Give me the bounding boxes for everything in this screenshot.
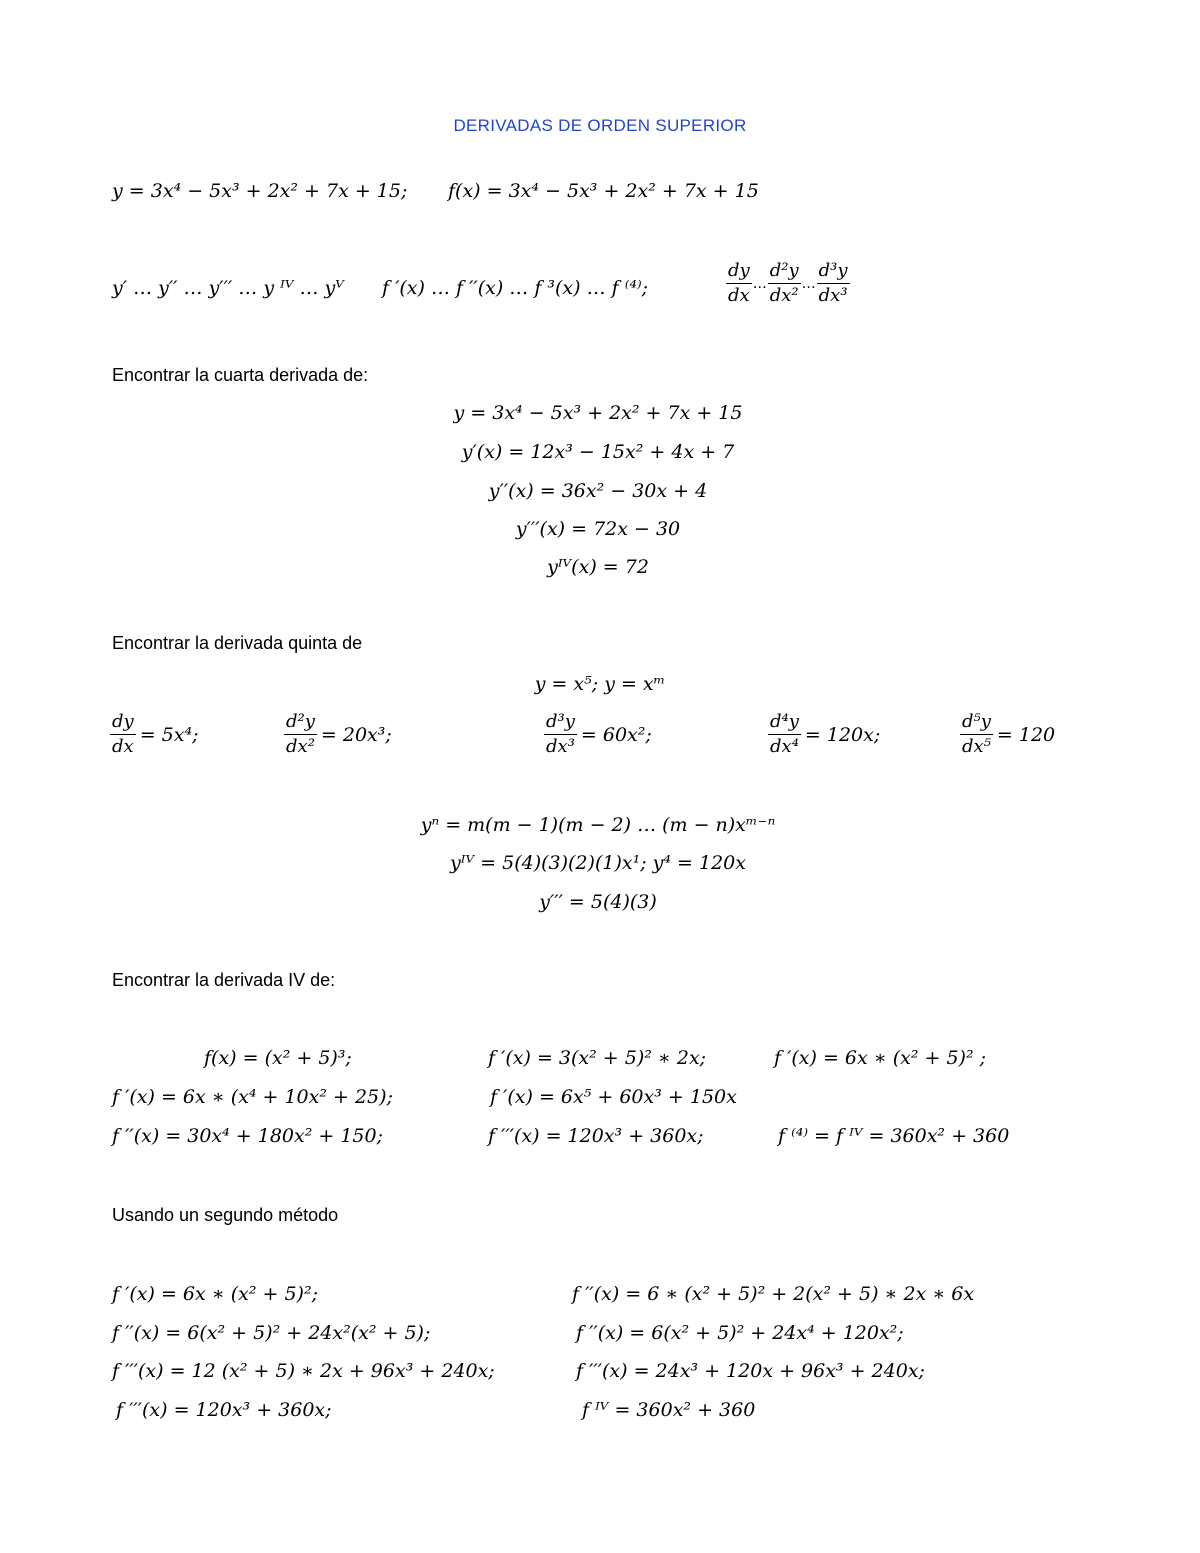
leibniz-fraction: $\frac{dy}{dx}$ [728, 260, 750, 306]
derivative-fraction: $\frac{dy}{dx}$ [112, 711, 134, 757]
section1-line: y′′′(x) = 72x − 30 [515, 518, 681, 540]
section4-left-equation: f ′′(x) = 6(x² + 5)² + 24x²(x² + 5); [112, 1322, 431, 1344]
intro-equation-y: y = 3x⁴ − 5x³ + 2x² + 7x + 15; [112, 180, 408, 202]
derivative-fraction: $\frac{\text{d⁵y}}{\text{dx⁵}}$ [962, 711, 991, 757]
section2-given: y = x⁵; y = xᵐ [534, 673, 666, 695]
section2-heading: Encontrar la derivada quinta de [112, 633, 363, 653]
section3-equation: f(x) = (x² + 5)³; [204, 1047, 352, 1069]
section3-equation: f ⁽⁴⁾ = f ᴵⱽ = 360x² + 360 [778, 1125, 1010, 1147]
notation-prime-y: y′ … y′′ … y′′′ … y ᴵⱽ … yⱽ [112, 277, 344, 299]
derivative-result: = 20x³; [320, 723, 392, 746]
section3-equation: f ′(x) = 6x⁵ + 60x³ + 150x [490, 1086, 737, 1108]
derivative-result: = 120x; [804, 723, 881, 746]
section3-equation: f ′′′(x) = 120x³ + 360x; [488, 1125, 704, 1147]
derivative-4 [768, 711, 880, 758]
section4-heading: Usando un segundo método [112, 1205, 339, 1225]
leibniz-separator: … [752, 275, 767, 292]
notation-prime-f: f ′(x) … f ′′(x) … f ³(x) … f ⁽⁴⁾; [382, 277, 649, 299]
leibniz-notation [726, 260, 850, 307]
derivative-2 [284, 711, 392, 758]
section4-left-equation: f ′′′(x) = 120x³ + 360x; [116, 1399, 332, 1421]
section3-heading: Encontrar la derivada IV de: [112, 970, 336, 990]
section4-left-equation: f ′′′(x) = 12 (x² + 5) ∗ 2x + 96x³ + 240x; [112, 1360, 495, 1382]
general-formula: yᴵⱽ = 5(4)(3)(2)(1)x¹; y⁴ = 120x [450, 852, 746, 874]
derivative-fraction: $\frac{\text{d³y}}{\text{dx³}}$ [546, 711, 575, 757]
section4-right-equation: f ′′(x) = 6(x² + 5)² + 24x⁴ + 120x²; [576, 1322, 904, 1344]
derivative-1 [110, 711, 198, 758]
intro-equation-f: f(x) = 3x⁴ − 5x³ + 2x² + 7x + 15 [448, 180, 759, 202]
derivative-5 [960, 711, 1055, 758]
section1-line: y′′(x) = 36x² − 30x + 4 [488, 480, 708, 502]
derivative-result: = 60x²; [580, 723, 652, 746]
section3-equation: f ′(x) = 6x ∗ (x² + 5)² ; [774, 1047, 987, 1069]
section3-equation: f ′′(x) = 30x⁴ + 180x² + 150; [112, 1125, 384, 1147]
section4-right-equation: f ′′′(x) = 24x³ + 120x + 96x³ + 240x; [576, 1360, 925, 1382]
section1-line: y′(x) = 12x³ − 15x² + 4x + 7 [461, 441, 735, 463]
section4-right-equation: f ᴵⱽ = 360x² + 360 [582, 1399, 756, 1421]
section3-equation: f ′(x) = 6x ∗ (x⁴ + 10x² + 25); [112, 1086, 393, 1108]
derivative-3 [544, 711, 652, 758]
derivative-fraction: $\frac{\text{d²y}}{\text{dx²}}$ [286, 711, 315, 757]
section1-heading: Encontrar la cuarta derivada de: [112, 365, 369, 385]
leibniz-fraction: $\frac{\text{d³y}}{\text{dx³}}$ [818, 260, 848, 306]
leibniz-separator: … [801, 275, 816, 292]
page-title: DERIVADAS DE ORDEN SUPERIOR [453, 116, 747, 135]
leibniz-fraction: $\frac{\text{d²y}}{\text{dx²}}$ [769, 260, 799, 306]
section4-right-equation: f ′′(x) = 6 ∗ (x² + 5)² + 2(x² + 5) ∗ 2x ∗ 6x [572, 1283, 975, 1305]
section4-left-equation: f ′(x) = 6x ∗ (x² + 5)²; [112, 1283, 318, 1305]
derivative-fraction: $\frac{\text{d⁴y}}{\text{dx⁴}}$ [770, 711, 799, 757]
section3-equation: f ′(x) = 3(x² + 5)² ∗ 2x; [488, 1047, 707, 1069]
section1-line: yᴵⱽ(x) = 72 [547, 556, 649, 578]
derivative-result: = 120 [996, 723, 1056, 746]
general-formula: yⁿ = m(m − 1)(m − 2) … (m − n)xᵐ⁻ⁿ [420, 814, 776, 836]
general-formula: y′′′ = 5(4)(3) [539, 891, 657, 913]
section1-line: y = 3x⁴ − 5x³ + 2x² + 7x + 15 [453, 402, 743, 424]
derivative-result: = 5x⁴; [139, 723, 199, 746]
